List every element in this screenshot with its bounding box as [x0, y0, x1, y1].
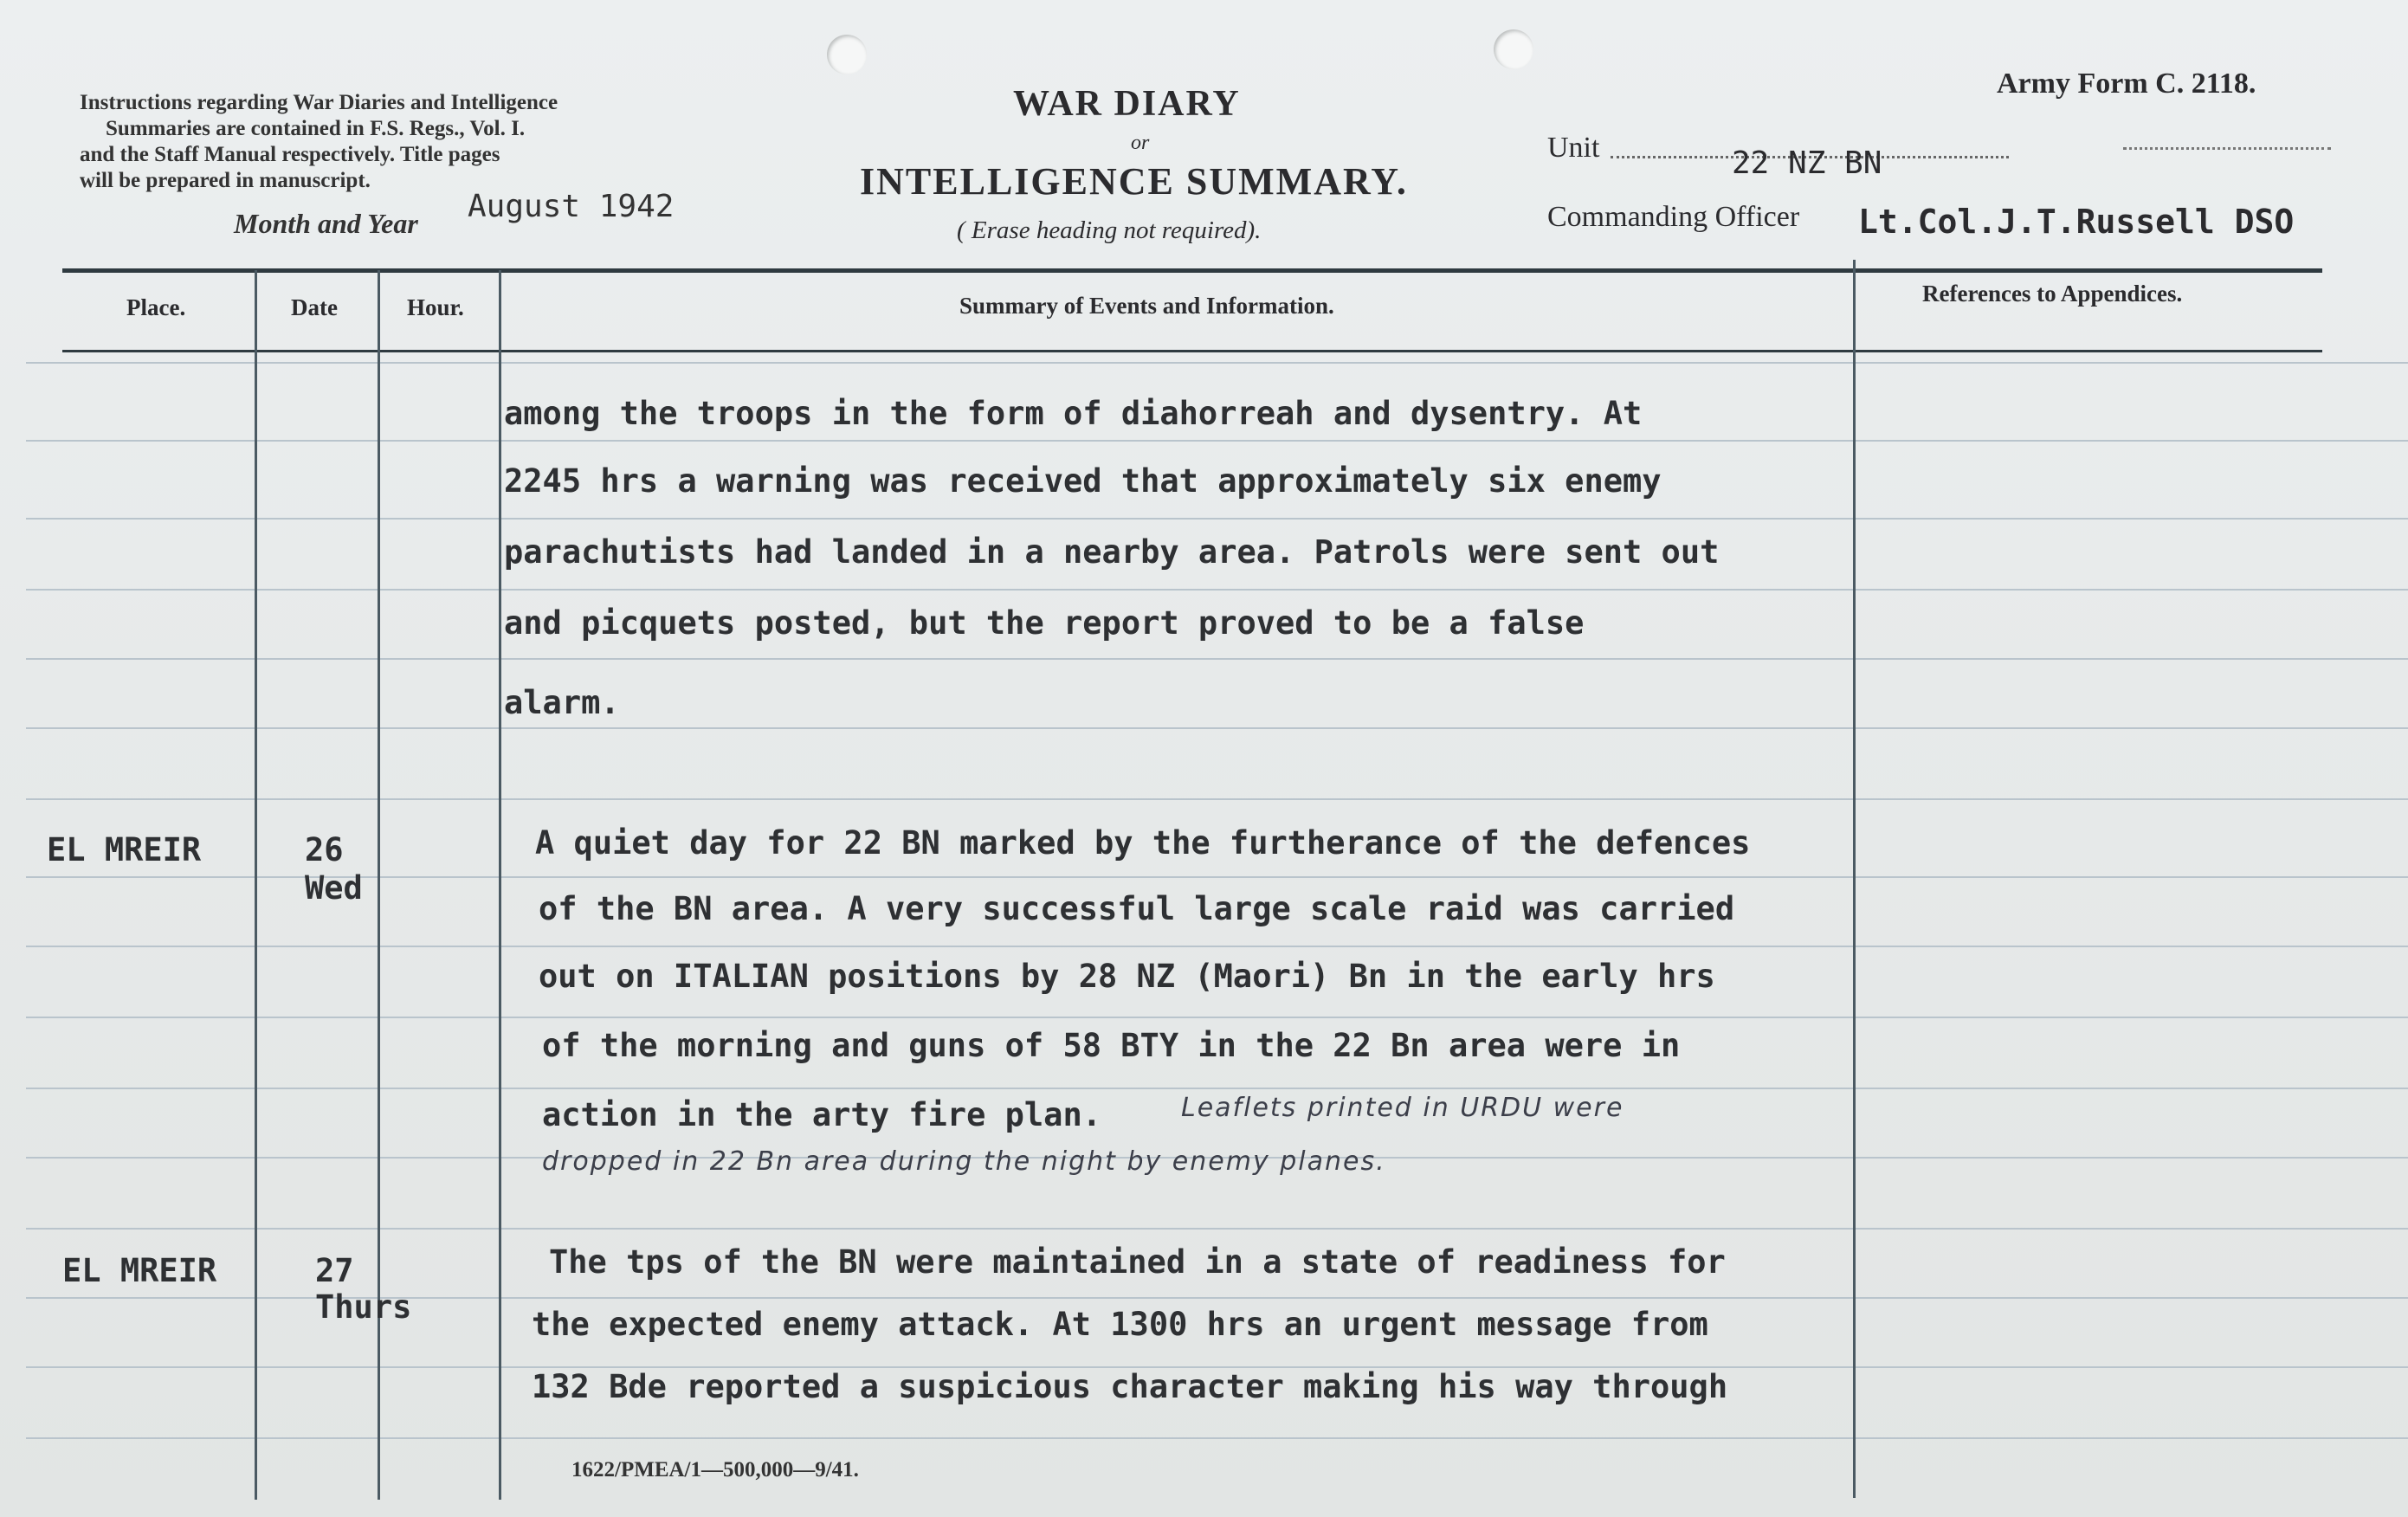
page-subtitle: INTELLIGENCE SUMMARY.: [860, 160, 1408, 203]
entry-date: 27: [315, 1252, 354, 1289]
month-year-value: August 1942: [468, 189, 675, 224]
summary-line: The tps of the BN were maintained in a state of readiness for: [549, 1243, 1726, 1281]
summary-line: parachutists had landed in a nearby area. Patrols were sent out: [504, 533, 1720, 571]
ruled-line: [26, 798, 2408, 800]
page-title: WAR DIARY: [1013, 84, 1241, 124]
header-top-rule: [62, 268, 2322, 273]
summary-line: 2245 hrs a warning was received that approximately six enemy: [504, 462, 1662, 500]
summary-line: and picquets posted, but the report proved to be a false: [504, 604, 1585, 642]
instructions-line: and the Staff Manual respectively. Title pages: [80, 143, 500, 166]
entry-day: Thurs: [315, 1288, 412, 1326]
ruled-line: [26, 658, 2408, 660]
ruled-line: [26, 946, 2408, 947]
column-header-references: References to Appendices.: [1922, 281, 2183, 307]
summary-line: 132 Bde reported a suspicious character making his way through: [532, 1368, 1728, 1405]
entry-day: Wed: [305, 869, 363, 907]
column-header-hour: Hour.: [407, 294, 464, 320]
ruled-line: [26, 876, 2408, 878]
handwritten-note: dropped in 22 Bn area during the night by enemy planes.: [542, 1146, 1386, 1177]
instructions-line: Summaries are contained in F.S. Regs., Vol. I.: [106, 117, 526, 140]
entry-place: EL MREIR: [47, 831, 202, 868]
month-year-label: Month and Year: [234, 208, 418, 239]
ruled-line: [26, 362, 2408, 364]
ruled-line: [26, 727, 2408, 729]
column-divider: [255, 270, 257, 1500]
summary-line: action in the arty fire plan.: [542, 1096, 1102, 1133]
commanding-officer-label: Commanding Officer: [1547, 201, 1800, 233]
punch-hole: [827, 35, 867, 74]
ruled-line: [26, 1228, 2408, 1230]
ruled-line: [26, 589, 2408, 591]
instructions-block: [80, 90, 720, 194]
ruled-line: [26, 1437, 2408, 1439]
handwritten-note: Leaflets printed in URDU were: [1181, 1093, 1624, 1123]
title-or: or: [1131, 132, 1150, 154]
entry-date: 26: [305, 831, 344, 868]
form-number: Army Form C. 2118.: [1997, 68, 2256, 100]
column-divider: [1853, 260, 1856, 1498]
column-divider: [499, 270, 501, 1500]
instructions-line: will be prepared in manuscript.: [80, 169, 371, 192]
summary-line: the expected enemy attack. At 1300 hrs an urgent message from: [532, 1306, 1708, 1343]
commanding-officer-value: Lt.Col.J.T.Russell DSO: [1858, 203, 2295, 241]
ruled-line: [26, 1017, 2408, 1018]
header-bottom-rule: [62, 350, 2322, 352]
unit-label: Unit: [1547, 132, 1600, 164]
instructions-line: Instructions regarding War Diaries and Intelligence: [80, 91, 558, 114]
punch-hole: [1494, 29, 1533, 69]
summary-line: of the BN area. A very successful large scale raid was carried: [539, 890, 1735, 927]
column-header-place: Place.: [126, 294, 186, 320]
summary-line: of the morning and guns of 58 BTY in the 22 Bn area were in: [542, 1027, 1681, 1064]
dotted-line: [2123, 147, 2331, 150]
ruled-line: [26, 1088, 2408, 1089]
column-header-summary: Summary of Events and Information.: [959, 293, 1334, 319]
erase-note: ( Erase heading not required).: [957, 216, 1262, 244]
entry-place: EL MREIR: [62, 1252, 217, 1289]
ruled-line: [26, 518, 2408, 520]
print-code: 1622/PMEA/1—500,000—9/41.: [571, 1458, 859, 1481]
ruled-line: [26, 440, 2408, 442]
summary-line: out on ITALIAN positions by 28 NZ (Maori) Bn in the early hrs: [539, 958, 1715, 995]
summary-line: alarm.: [504, 684, 620, 721]
column-header-date: Date: [291, 294, 338, 320]
summary-line: A quiet day for 22 BN marked by the furtherance of the defences: [535, 824, 1751, 862]
summary-line: among the troops in the form of diahorreah and dysentry. At: [504, 395, 1643, 432]
unit-value: 22 NZ BN: [1732, 145, 1882, 181]
